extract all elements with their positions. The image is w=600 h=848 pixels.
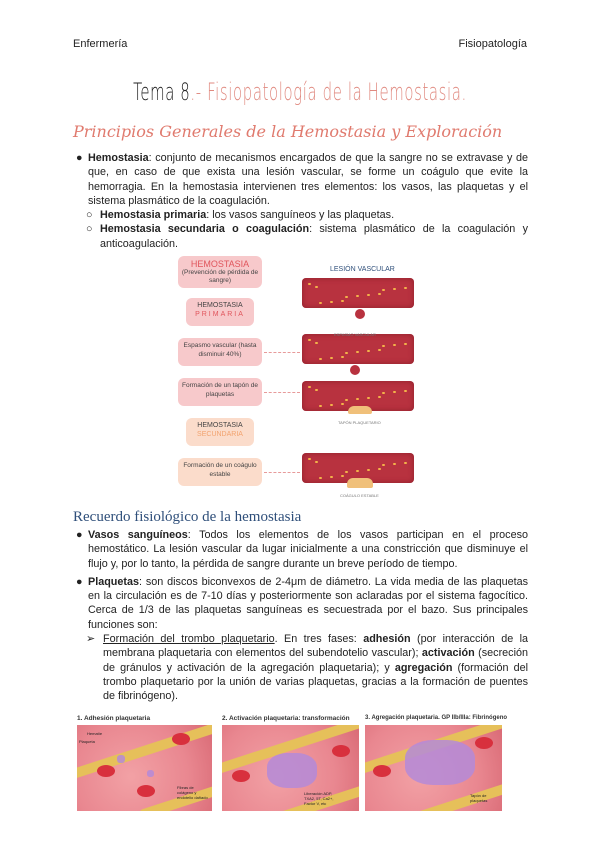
- text: (por interacción de la membrana plaquetaria con elementos del subendotelio vascular);: [103, 633, 529, 660]
- text: (formación del trombo plaquetario por la unión de varias plaquetas, gracias a la formación de puentes de fibrinógeno).: [103, 661, 528, 703]
- figure-label: Tapón de plaquetas: [470, 793, 488, 803]
- term: Hemostasia secundaria o coagulación: [100, 223, 310, 236]
- platelet-dot: [319, 405, 322, 407]
- platelet-dot: [319, 302, 322, 304]
- box-tapon: Formación de un tapón de plaquetas: [178, 378, 262, 406]
- box-secundaria: [186, 418, 254, 446]
- platelet-dot: [356, 398, 359, 400]
- platelet-dot: [330, 357, 333, 359]
- platelet-dot: [341, 356, 344, 358]
- figure-caption: 2. Activación plaquetaria: transformación: [222, 715, 350, 722]
- arrow-icon: [264, 352, 300, 353]
- platelet-dot: [308, 339, 311, 341]
- text: : sistema plasmático de la coagulación y anticoagulación.: [100, 223, 528, 250]
- platelet-dot: [356, 295, 359, 297]
- text: : conjunto de mecanismos encargados de que la sangre no se extravase y de que, en caso de que exista una lesión vascular, se forme un coágulo que evite la hemorragia. En la hemostasia intervienen tres elementos: los vasos, las plaquetas y el sistema plasmático de la coagulación.: [88, 152, 528, 207]
- text: : Todos los elementos de los vasos participan en el proceso hemostático. La lesión vascular da lugar inicialmente a una constricción que disminuye el flujo y, por lo tanto, la pérdida de sangre durante un breve período de tiempo.: [88, 529, 528, 570]
- box-title: HEMOSTASIA: [197, 422, 243, 429]
- platelet-dot: [367, 294, 370, 296]
- platelet-dot: [393, 463, 396, 465]
- bullet-vasos: ● Vasos sanguíneos: Todos los elementos de los vasos participan en el proceso hemostático. La lesión vascular da lugar inicialmente a una constricción que disminuye el flujo y, por lo tanto, la pérdida de sangre durante un breve período de tiempo.: [76, 529, 528, 570]
- text: (secreción de gránulos y activación de la agregación plaquetaria); y: [103, 647, 528, 674]
- platelet-dot: [404, 287, 407, 289]
- platelet-dot: [378, 293, 381, 295]
- text: : son discos biconvexos de 2-4μm de diámetro. La vida media de las plaquetas en la circulación es de 7-10 días y posteriormente son aclaradas por el sistema fagocítico. Cerca de 1/3 de las plaquetas sanguíneas es secuestrada por el bazo. Sus principales funciones son:: [88, 575, 528, 631]
- term: activación: [421, 647, 475, 660]
- platelet-dot: [315, 461, 318, 463]
- figure-activacion: [222, 725, 359, 811]
- figure-label: Liberación ADP, TXA2, 5T, Ca2+, Factor V, etc: [304, 791, 334, 806]
- platelet-dot: [356, 351, 359, 353]
- platelet-dot: [367, 397, 370, 399]
- platelet-dot: [315, 286, 318, 288]
- vessel-spasm: [302, 334, 414, 364]
- platelet-dot: [308, 458, 311, 460]
- section-heading-recuerdo: Recuerdo fisiológico de la hemostasia: [73, 509, 302, 525]
- platelet-dot: [341, 300, 344, 302]
- box-espasmo: Espasmo vascular (hasta disminuir 40%): [178, 338, 262, 366]
- blood-drop-icon: [355, 309, 365, 319]
- platelet-dot: [393, 391, 396, 393]
- platelet-dot: [315, 389, 318, 391]
- platelet-dot: [319, 358, 322, 360]
- platelet-dot: [404, 343, 407, 345]
- platelet-dot: [378, 349, 381, 351]
- platelet-dot: [345, 399, 348, 401]
- section-heading-principios: Principios Generales de la Hemostasia y Exploración: [73, 122, 503, 141]
- term: Plaquetas: [88, 575, 140, 588]
- arrow-icon: [264, 472, 300, 473]
- platelet-dot: [404, 462, 407, 464]
- box-title: HEMOSTASIA: [197, 302, 243, 309]
- platelet-dot: [382, 345, 385, 347]
- term: agregación: [394, 661, 453, 674]
- platelet-dot: [345, 352, 348, 354]
- figure-caption: 1. Adhesión plaquetaria: [77, 715, 151, 722]
- platelet-dot: [378, 468, 381, 470]
- clot-icon: [347, 478, 373, 488]
- platelet-dot: [341, 475, 344, 477]
- platelet-dot: [382, 464, 385, 466]
- platelet-dot: [404, 390, 407, 392]
- figure-agregacion: [365, 725, 502, 811]
- box-sub: SECUNDARIA: [197, 430, 243, 438]
- platelet-dot: [367, 350, 370, 352]
- blood-drop-icon: [350, 365, 360, 375]
- section1-body: [76, 151, 528, 251]
- figure-caption: 3. Agregación plaquetaria. GP IIb/IIIa: Fibrinógeno: [365, 715, 508, 721]
- text: : los vasos sanguíneos y las plaquetas.: [206, 209, 395, 222]
- platelet-plug-icon: [348, 406, 372, 414]
- platelet-dot: [393, 344, 396, 346]
- figure-label: Plaqueta: [79, 739, 95, 744]
- bullet-hemostasia: ● Hemostasia: conjunto de mecanismos encargados de que la sangre no se extravase y de que, en caso de que exista una lesión vascular, se forme un coágulo que evite la hemorragia. En la hemostasia intervienen tres elementos: los vasos, las plaquetas y el sistema plasmático de la coagulación.: [76, 152, 528, 207]
- box-coagulo: Formación de un coágulo estable: [178, 458, 262, 486]
- box-title: HEMOSTASIA: [190, 259, 250, 269]
- platelet-dot: [382, 289, 385, 291]
- platelet-dot: [308, 283, 311, 285]
- header-right: Fisiopatología: [458, 38, 527, 50]
- term: Hemostasia primaria: [100, 209, 207, 222]
- text: . En tres fases:: [274, 633, 364, 646]
- label-plug: TAPÓN PLAQUETARIO: [338, 420, 381, 425]
- term: Hemostasia: [88, 152, 149, 164]
- platelet-dot: [345, 296, 348, 298]
- title-part1: Tema 8: [133, 78, 191, 106]
- label-spasm: ESPASMO VASCULAR: [334, 332, 376, 337]
- title-part2: .- Fisiopatología de la Hemostasia.: [190, 78, 467, 106]
- box-hemostasia: [178, 256, 262, 288]
- platelet-dot: [341, 403, 344, 405]
- box-sub: PRIMARIA: [195, 310, 245, 318]
- platelet-dot: [393, 288, 396, 290]
- platelet-dot: [382, 392, 385, 394]
- figure-adhesion: [77, 725, 212, 811]
- box-primaria: [186, 298, 254, 326]
- term: adhesión: [363, 633, 411, 646]
- figure-label: Fibras de colágeno y endotelio dañado: [177, 785, 208, 800]
- header-left: Enfermería: [73, 38, 128, 50]
- box-sub: (Prevención de pérdida de sangre): [181, 268, 259, 284]
- arrow-icon: [264, 392, 300, 393]
- platelet-dot: [308, 386, 311, 388]
- platelet-dot: [330, 476, 333, 478]
- platelet-dot: [330, 301, 333, 303]
- section2-body: [76, 528, 528, 704]
- sub-bullet-secundaria: ○ Hemostasia secundaria o coagulación: sistema plasmático de la coagulación y anticoagulación.: [86, 223, 528, 250]
- term-link: Formación del trombo plaquetario: [103, 633, 275, 646]
- label-clot: COÁGULO ESTABLE: [340, 493, 379, 498]
- vessel-title: LESIÓN VASCULAR: [330, 266, 395, 273]
- vessel-lesion: [302, 278, 414, 308]
- term: Vasos sanguíneos: [88, 529, 188, 541]
- platelet-dot: [378, 396, 381, 398]
- platelet-dot: [367, 469, 370, 471]
- platelet-dot: [356, 470, 359, 472]
- sub-bullet-primaria: ○ Hemostasia primaria: los vasos sanguíneos y las plaquetas.: [86, 209, 395, 222]
- sub-bullet-trombo: ➢ Formación del trombo plaquetario. En tres fases: adhesión (por interacción de la membrana plaquetaria con elementos del subendotelio vascular); activación (secreción de gránulos y activación de la agregación plaquetaria); y agregación (formación del trombo plaquetario por la unión de varias plaquetas, gracias a la formación de puentes de fibrinógeno).: [86, 633, 529, 703]
- platelet-dot: [315, 342, 318, 344]
- bullet-plaquetas: ● Plaquetas: son discos biconvexos de 2-4μm de diámetro. La vida media de las plaquetas en la circulación es de 7-10 días y posteriormente son aclaradas por el sistema fagocítico. Cerca de 1/3 de las plaquetas sanguíneas es secuestrada por el bazo. Sus principales funciones son:: [76, 575, 528, 631]
- platelet-dot: [330, 404, 333, 406]
- figure-label: Hematíe: [87, 731, 103, 736]
- platelet-dot: [345, 471, 348, 473]
- platelet-dot: [319, 477, 322, 479]
- page-title: [114, 78, 486, 106]
